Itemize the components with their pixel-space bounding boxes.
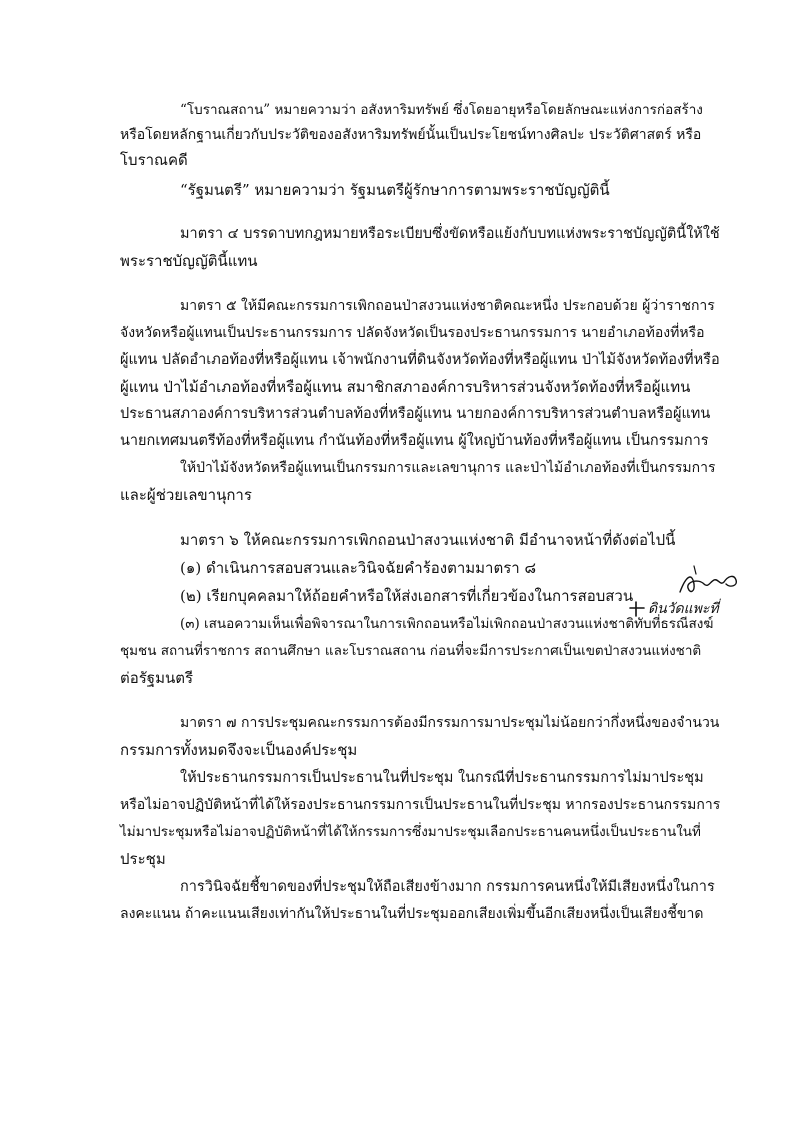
text-line: หรือไม่อาจปฏิบัติหน้าที่ได้ให้รองประธานกรรมการเป็นประธานในที่ประชุม หากรองประธานกรรมการ — [120, 797, 721, 813]
text-line: จังหวัดหรือผู้แทนเป็นประธานกรรมการ ปลัดจังหวัดเป็นรองประธานกรรมการ นายอำเภอท้องที่หรือ — [120, 325, 705, 341]
text-line: ผู้แทน ปลัดอำเภอท้องที่หรือผู้แทน เจ้าพนักงานที่ดินจังหวัดท้องที่หรือผู้แทน ป่าไม้จังหวัดท้องที่หรือ — [120, 352, 720, 368]
handwritten-signature — [672, 562, 742, 602]
text-line: และผู้ช่วยเลขานุการ — [120, 486, 252, 504]
text-line: ให้ป่าไม้จังหวัดหรือผู้แทนเป็นกรรมการและเลขานุการ และป่าไม้อำเภอท้องที่เป็นกรรมการ — [180, 460, 716, 476]
text-line: มาตรา ๗ การประชุมคณะกรรมการต้องมีกรรมการมาประชุมไม่น้อยกว่ากึ่งหนึ่งของจำนวน — [180, 715, 720, 731]
text-line: ไม่มาประชุมหรือไม่อาจปฏิบัติหน้าที่ได้ให้กรรมการซึ่งมาประชุมเลือกประธานคนหนึ่งเป็นประธานในที่ — [120, 824, 701, 840]
text-line: ให้ประธานกรรมการเป็นประธานในที่ประชุม ในกรณีที่ประธานกรรมการไม่มาประชุม — [180, 770, 704, 786]
text-line: (๒) เรียกบุคคลมาให้ถ้อยคำหรือให้ส่งเอกสารที่เกี่ยวข้องในการสอบสวน — [180, 587, 634, 605]
text-line: กรรมการทั้งหมดจึงจะเป็นองค์ประชุม — [120, 741, 358, 759]
margin-note: ดินวัดแพะที่ — [648, 601, 719, 617]
text-line: หรือโดยหลักฐานเกี่ยวกับประวัติของอสังหาริมทรัพย์นั้นเป็นประโยชน์ทางศิลปะ ประวัติศาสตร์ หรือ — [120, 127, 702, 143]
text-line: มาตรา ๖ ให้คณะกรรมการเพิกถอนป่าสงวนแห่งชาติ มีอำนาจหน้าที่ดังต่อไปนี้ — [180, 531, 676, 549]
text-line: ผู้แทน ป่าไม้อำเภอท้องที่หรือผู้แทน สมาชิกสภาองค์การบริหารส่วนจังหวัดท้องที่หรือผู้แทน — [120, 378, 691, 396]
text-line: ต่อรัฐมนตรี — [120, 669, 194, 687]
text-line: มาตรา ๕ ให้มีคณะกรรมการเพิกถอนป่าสงวนแห่งชาติคณะหนึ่ง ประกอบด้วย ผู้ว่าราชการ — [180, 298, 715, 314]
text-line: มาตรา ๔ บรรดาบทกฎหมายหรือระเบียบซึ่งขัดหรือแย้งกับบทแห่งพระราชบัญญัตินี้ให้ใช้ — [180, 226, 720, 242]
margin-note-stroke — [628, 598, 648, 618]
text-line: การวินิจฉัยชี้ขาดของที่ประชุมให้ถือเสียงข้างมาก กรรมการคนหนึ่งให้มีเสียงหนึ่งในการ — [180, 879, 715, 895]
text-line: ลงคะแนน ถ้าคะแนนเสียงเท่ากันให้ประธานในที่ประชุมออกเสียงเพิ่มขึ้นอีกเสียงหนึ่งเป็นเสียงชี้ขาด — [120, 906, 704, 922]
text-line: นายกเทศมนตรีท้องที่หรือผู้แทน กำนันท้องที่หรือผู้แทน ผู้ใหญ่บ้านท้องที่หรือผู้แทน เป็นกรรมการ — [120, 433, 709, 449]
text-line: (๓) เสนอความเห็นเพื่อพิจารณาในการเพิกถอนหรือไม่เพิกถอนป่าสงวนแห่งชาติทับที่ธรณีสงฆ์ — [180, 616, 714, 632]
text-line: ประธานสภาองค์การบริหารส่วนตำบลท้องที่หรือผู้แทน นายกองค์การบริหารส่วนตำบลหรือผู้แทน — [120, 406, 711, 422]
text-line: พระราชบัญญัตินี้แทน — [120, 252, 258, 270]
text-line: ประชุม — [120, 850, 166, 868]
text-line: “โบราณสถาน” หมายความว่า อสังหาริมทรัพย์ ซึ่งโดยอายุหรือโดยลักษณะแห่งการก่อสร้าง — [180, 102, 703, 118]
text-line: ชุมชน สถานที่ราชการ สถานศึกษา และโบราณสถาน ก่อนที่จะมีการประกาศเป็นเขตป่าสงวนแห่งชาติ — [120, 643, 702, 659]
text-line: (๑) ดำเนินการสอบสวนและวินิจฉัยคำร้องตามมาตรา ๘ — [180, 559, 537, 577]
text-line: โบราณคดี — [120, 151, 188, 169]
text-line: “รัฐมนตรี” หมายความว่า รัฐมนตรีผู้รักษาการตามพระราชบัญญัตินี้ — [180, 181, 610, 199]
